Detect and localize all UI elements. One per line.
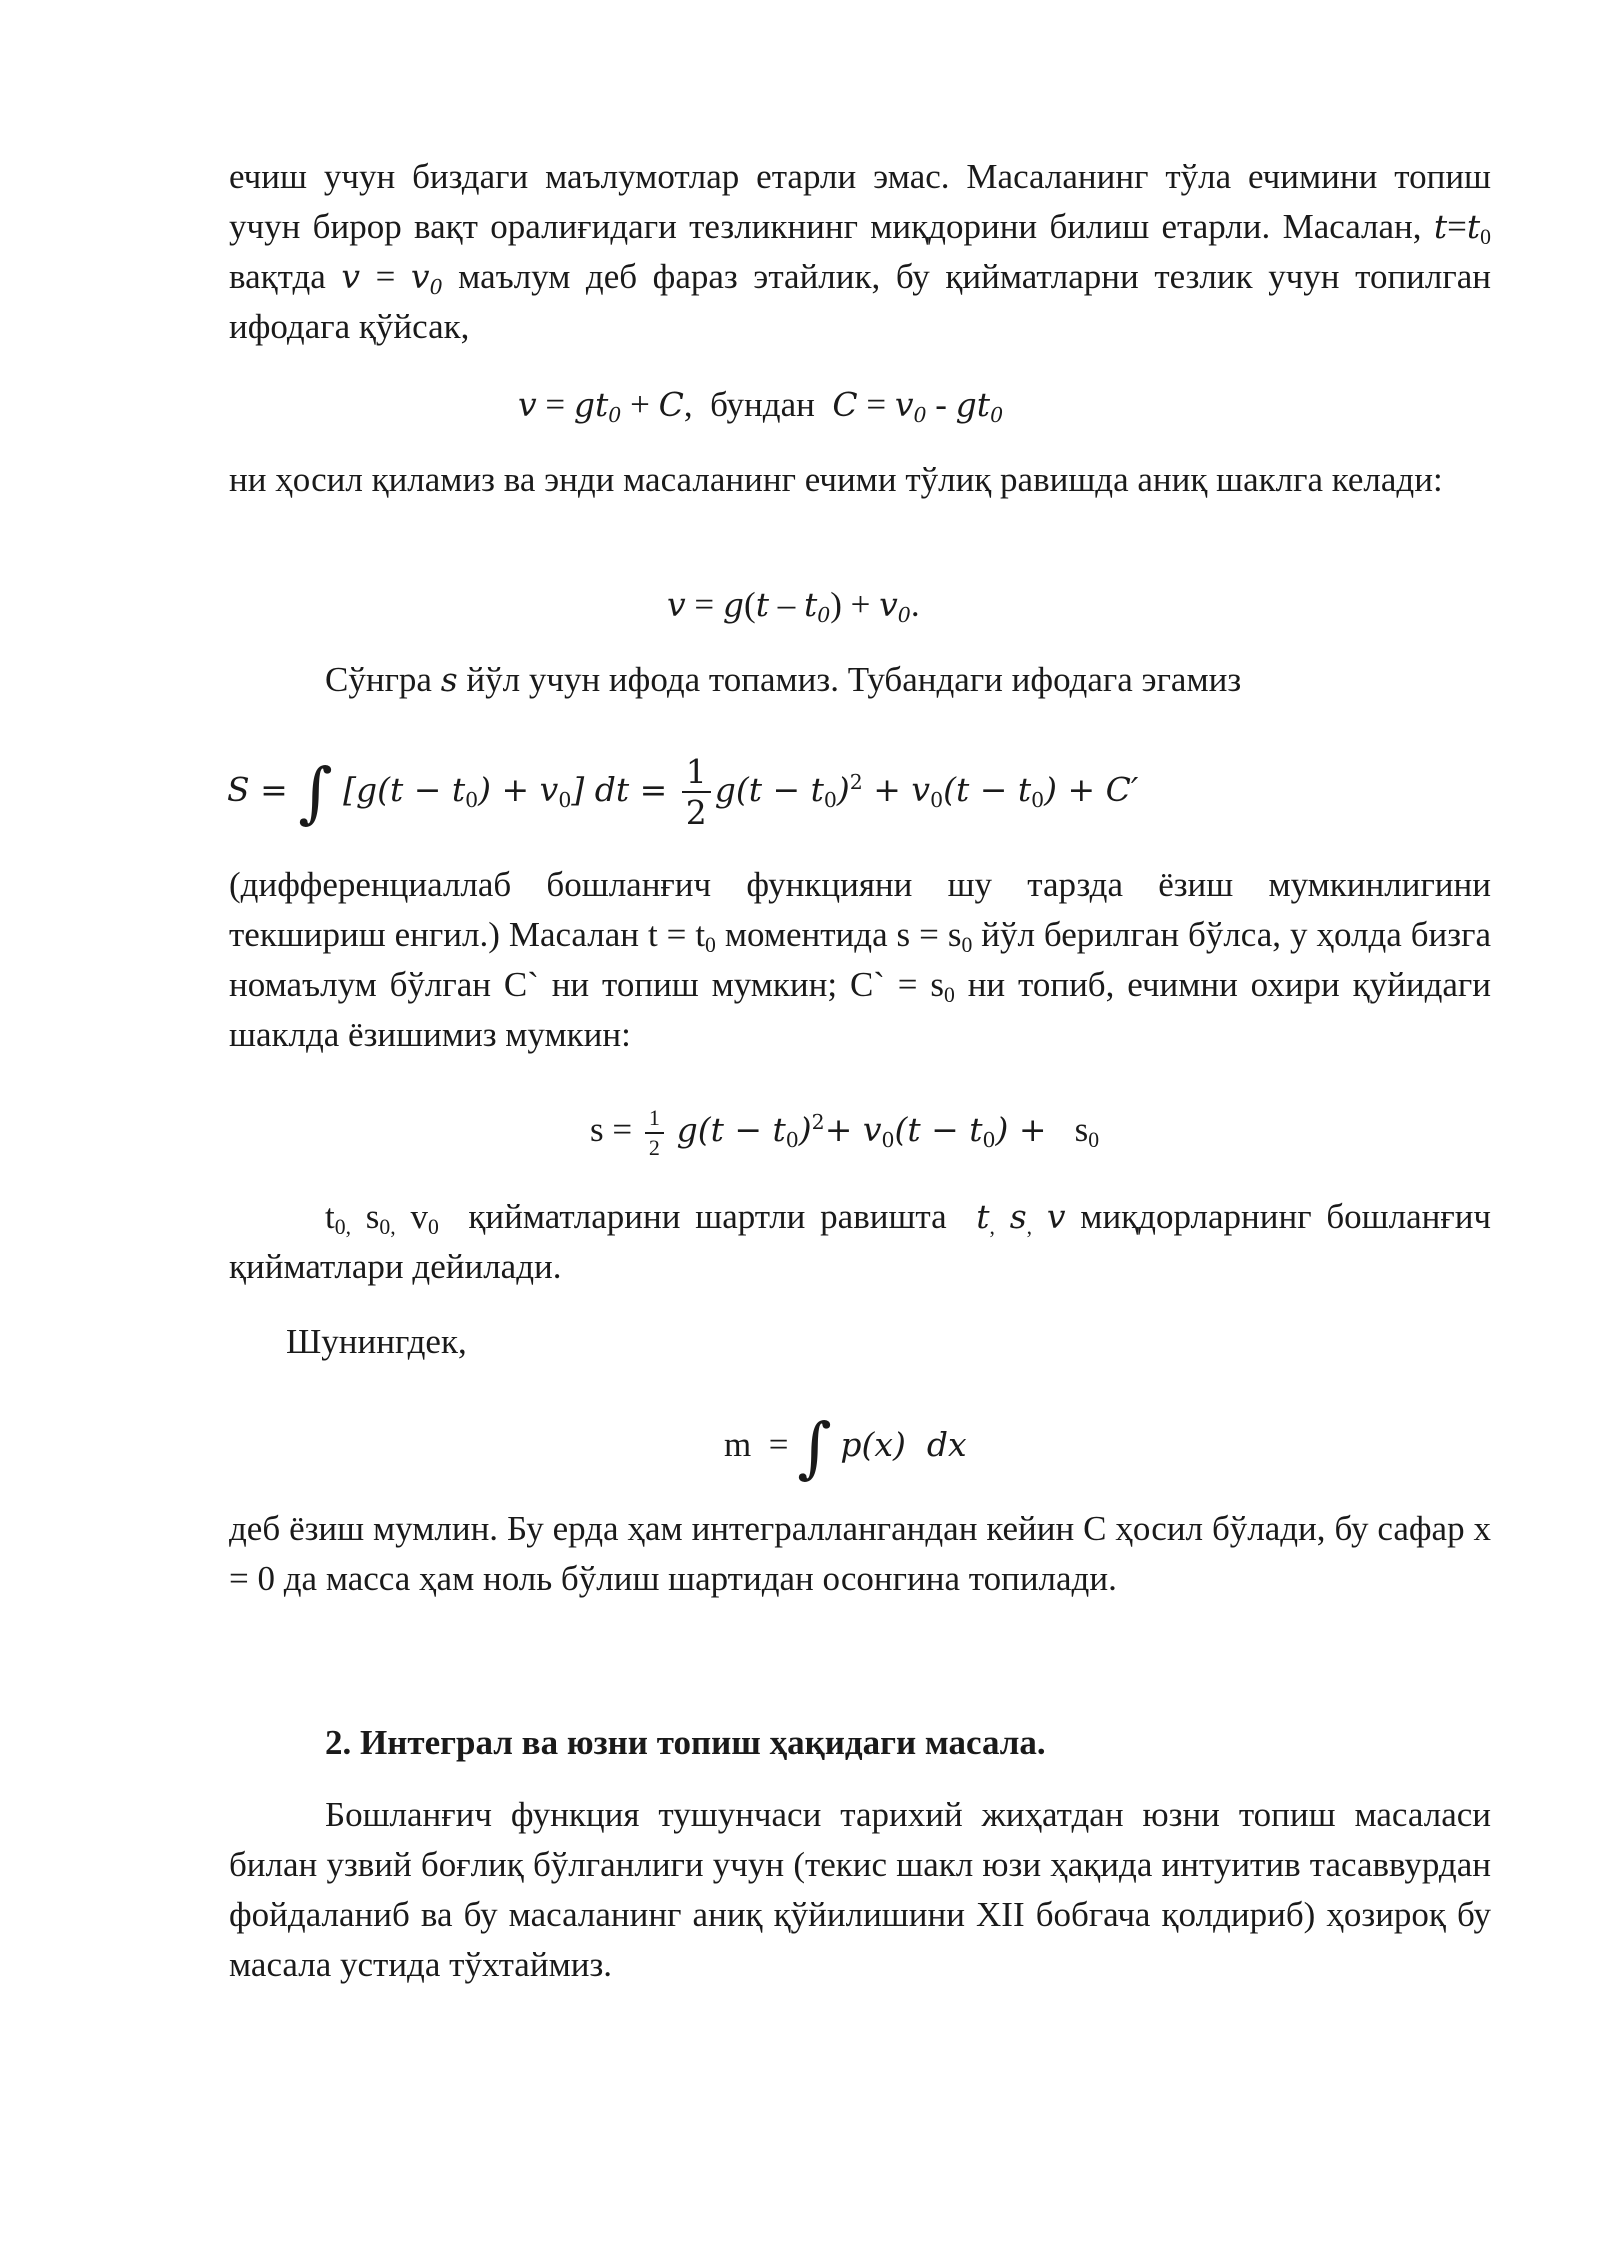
equation-velocity: $v = g(t - t_0) + v_0$. (667, 585, 920, 627)
equation-velocity-constant: $v = gt_0 + C$, бундан $C = v_0 - gt_0$ (518, 385, 1004, 427)
paragraph-area-problem: Бошланғич функция тушунчаси тарихий жиҳатдан юзни топиш масаласи билан узвий боғлиқ бўлганлиги учун (текис шакл юзи ҳақида интуитив тасаввурдан фойдаланиб ва бу масаланинг аниқ қўйилишини XII бобгача қолдириб) ҳозироқ бу масала устида тўхтаймиз. (229, 1795, 1491, 1984)
paragraph-initial-values: $t_{0,}$ $s_{0,}$ $v_0$ қийматларини шартли равишта $t_,$ $s_,$ v миқдорларнинг бошланғич қийматлари дейилади. (229, 1197, 1492, 1286)
paragraph-initial-condition: ечиш учун биздаги маълумотлар етарли эмас. Масаланинг тўла ечимини топиш учун бирор вақт оралиғидаги тезликнинг миқдорини билиш етарли. Масалан, $t=t_0$ вақтда $v = v_0$ маълум деб фараз этайлик, бу қийматларни тезлик учун топилган ифодага қўйсак, (229, 157, 1491, 346)
paragraph-path-expression: Сўнгра s йўл учун ифода топамиз. Тубандаги ифодага эгамиз (325, 660, 1242, 699)
fraction-one-half: $\frac{1}{2}$ (682, 755, 711, 829)
paragraph-likewise: Шунингдек, (286, 1322, 467, 1361)
section-heading: 2. Интеграл ва юзни топиш ҳақидаги масала. (325, 1723, 1046, 1762)
equation-path-final: s = $\frac{1}{2}$ $g(t - t_0)^2+ v_0(t - t_0) + s_0$ (590, 1104, 1100, 1160)
equation-mass-integral: m = ∫ p(x) dx (724, 1409, 967, 1486)
paragraph-mass-condition: деб ёзиш мумлин. Бу ерда ҳам интеграллангандан кейин C ҳосил бўлади, бу сафар x = 0 да масса ҳам ноль бўлиш шартидан осонгина топилади. (229, 1509, 1491, 1598)
fraction-one-half-small: $\frac{1}{2}$ (645, 1107, 664, 1159)
integral-sign: ∫ (298, 754, 333, 831)
paragraph-differentiation-note: (дифференциаллаб бошланғич функцияни шу тарзда ёзиш мумкинлигини текшириш енгил.) Масалан $t = t_0$ моментида $s = s_0$ йўл берилган бўлса, у ҳолда бизга номаълум бўлган C` ни топиш мумкин; C` = $s_0$ ни топиб, ечимни охири қуйидаги шаклда ёзишимиз мумкин: (229, 865, 1491, 1054)
paragraph-solution-form: ни ҳосил қиламиз ва энди масаланинг ечими тўлиқ равишда аниқ шаклга келади: (229, 460, 1443, 499)
equation-path-integral: S = ∫ $[g(t - t_0) + v_0]$ dt = $\frac{1}{2}$ $g(t - t_0)^2 + v_0(t - t_0) + C'$ (227, 752, 1139, 832)
integral-sign-mass: ∫ (797, 1409, 832, 1486)
